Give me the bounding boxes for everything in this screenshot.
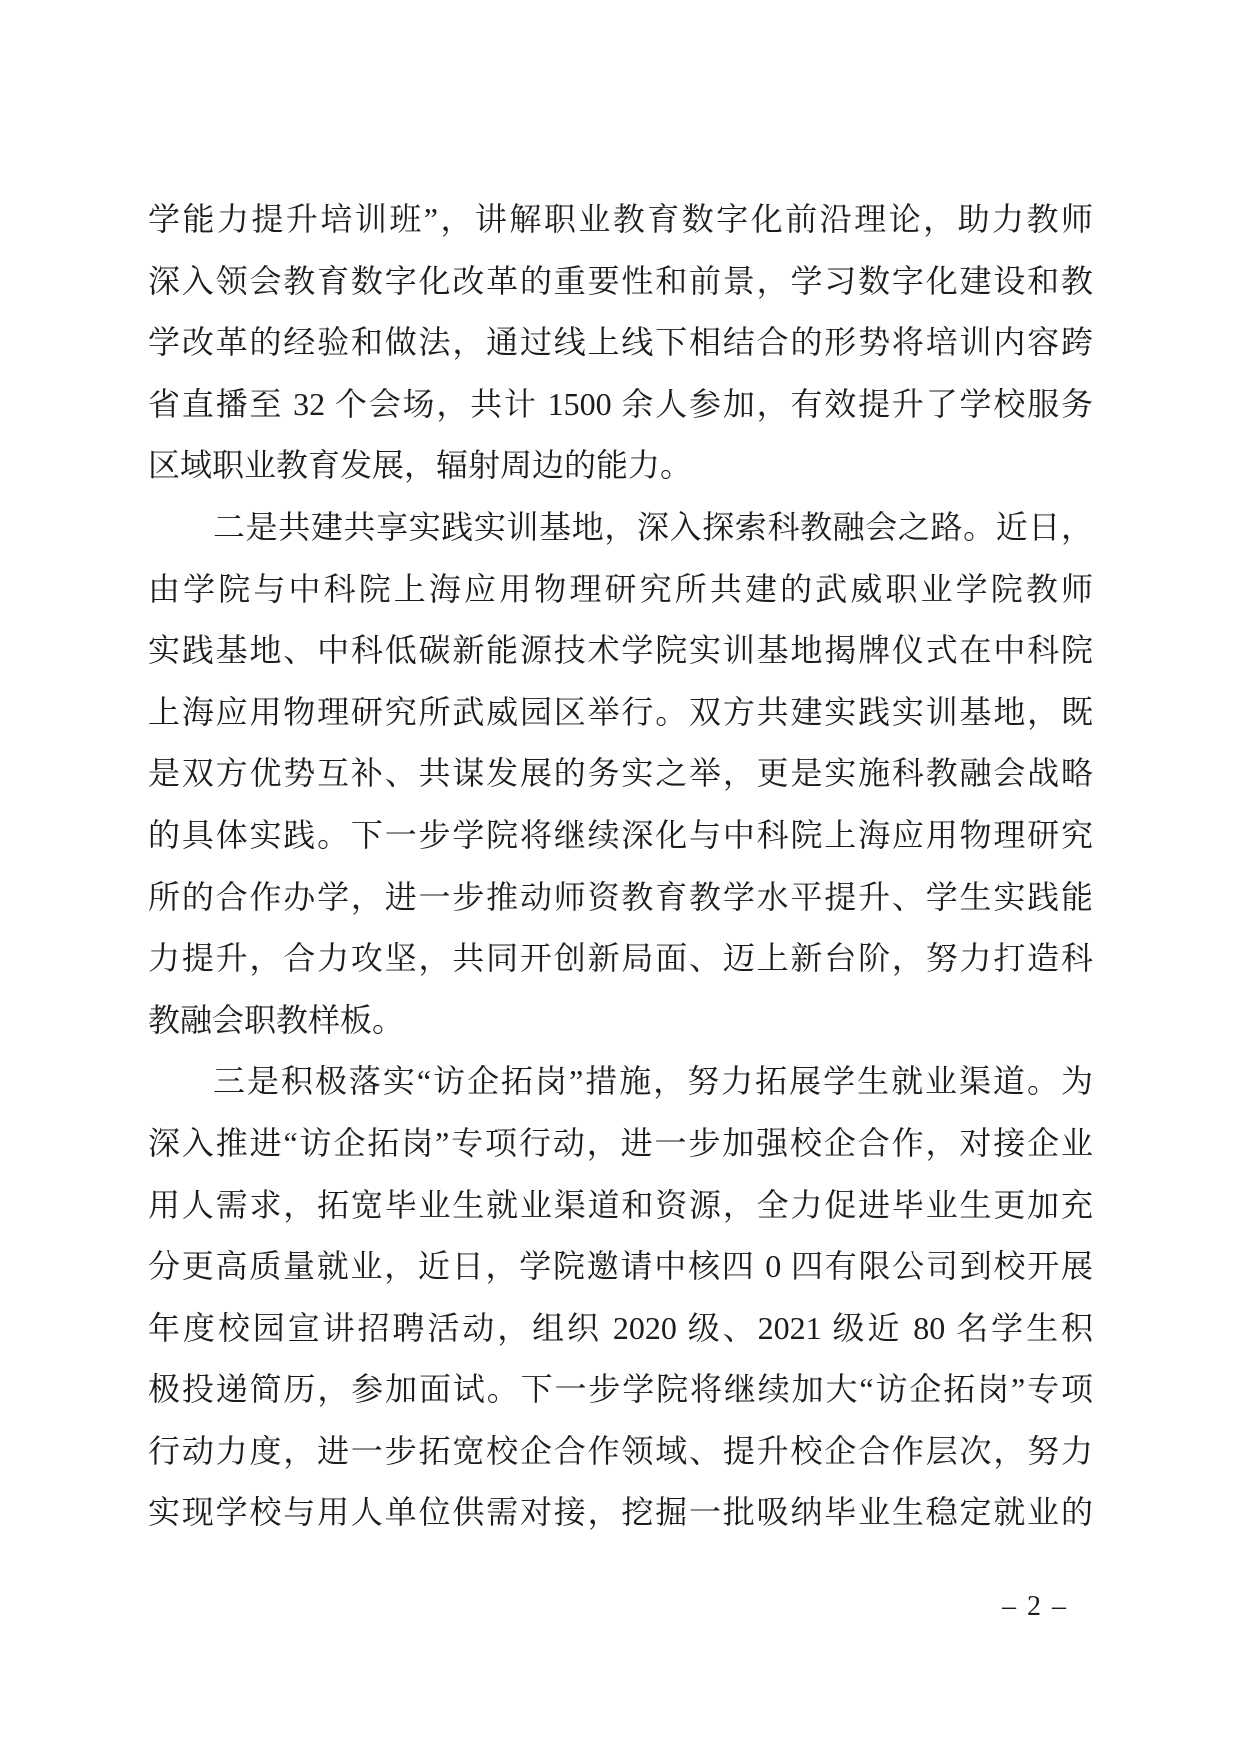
document-line: 深入领会教育数字化改革的重要性和前景，学习数字化建设和教	[148, 262, 1093, 299]
document-line: 的具体实践。下一步学院将继续深化与中科院上海应用物理研究	[148, 816, 1093, 853]
document-line: 省直播至 32 个会场，共计 1500 余人参加，有效提升了学校服务	[148, 385, 1093, 422]
document-body	[148, 189, 1093, 1544]
document-line paragraph-start: 二是共建共享实践实训基地，深入探索科教融会之路。近日，	[213, 508, 1093, 545]
document-line: 学能力提升培训班”，讲解职业教育数字化前沿理论，助力教师	[148, 201, 1093, 237]
document-line: 上海应用物理研究所武威园区举行。双方共建实践实训基地，既	[148, 693, 1093, 730]
document-line: 实现学校与用人单位供需对接，挖掘一批吸纳毕业生稳定就业的	[148, 1494, 1093, 1531]
document-line paragraph-end: 区域职业教育发展，辐射周边的能力。	[148, 447, 693, 484]
document-line: 由学院与中科院上海应用物理研究所共建的武威职业学院教师	[148, 570, 1093, 607]
document-line: 行动力度，进一步拓宽校企合作领域、提升校企合作层次，努力	[148, 1432, 1093, 1469]
page-number: – 2 –	[1002, 1591, 1068, 1622]
document-line: 用人需求，拓宽毕业生就业渠道和资源，全力促进毕业生更加充	[148, 1186, 1093, 1223]
document-line: 力提升，合力攻坚，共同开创新局面、迈上新台阶，努力打造科	[148, 940, 1093, 977]
document-line: 年度校园宣讲招聘活动，组织 2020 级、2021 级近 80 名学生积	[148, 1309, 1093, 1346]
document-line: 分更高质量就业，近日，学院邀请中核四 0 四有限公司到校开展	[148, 1248, 1093, 1285]
document-line paragraph-end: 教融会职教样板。	[148, 1001, 405, 1038]
document-line: 学改革的经验和做法，通过线上线下相结合的形势将培训内容跨	[148, 324, 1093, 361]
document-line: 极投递简历，参加面试。下一步学院将继续加大“访企拓岗”专项	[148, 1371, 1093, 1408]
document-line: 深入推进“访企拓岗”专项行动，进一步加强校企合作，对接企业	[148, 1124, 1093, 1161]
document-line: 所的合作办学，进一步推动师资教育教学水平提升、学生实践能	[148, 878, 1093, 915]
document-line: 是双方优势互补、共谋发展的务实之举，更是实施科教融会战略	[148, 755, 1093, 792]
document-line: 实践基地、中科低碳新能源技术学院实训基地揭牌仪式在中科院	[148, 632, 1093, 669]
document-line paragraph-start: 三是积极落实“访企拓岗”措施，努力拓展学生就业渠道。为	[213, 1063, 1093, 1100]
